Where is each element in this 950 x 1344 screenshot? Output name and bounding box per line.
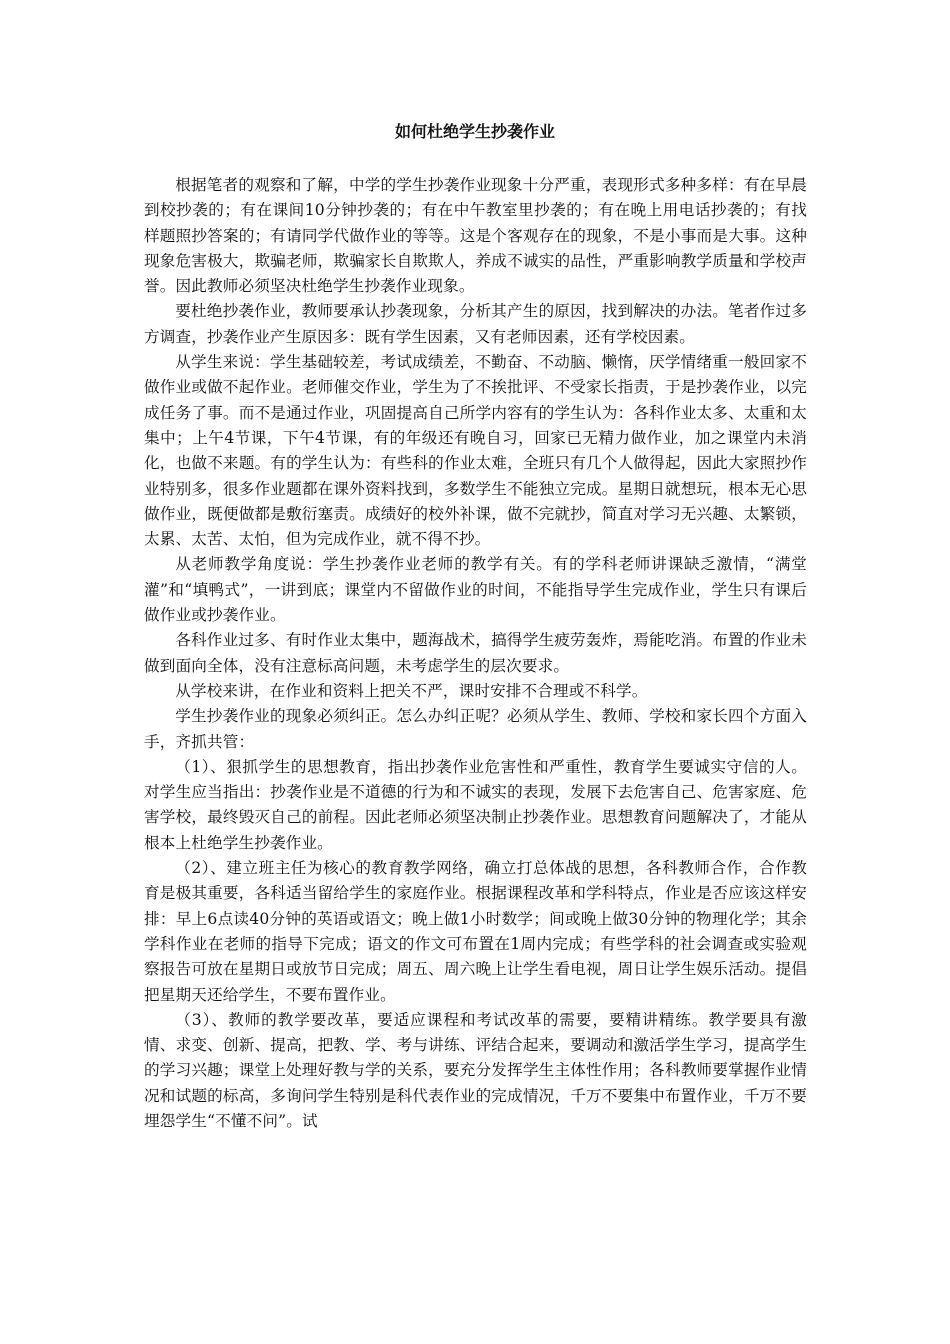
paragraph-teacher-causes: 从老师教学角度说：学生抄袭作业老师的教学有关。有的学科老师讲课缺乏激情，“满堂灌”和“填鸭式”，一讲到底；课堂内不留做作业的时间，不能指导学生完成作业，学生只有课后做作业或抄袭作业。 [144,555,807,625]
paragraph-solution-1: （1）、狠抓学生的思想教育，指出抄袭作业危害性和严重性，教育学生要诚实守信的人。对学生应当指出：抄袭作业是不道德的行为和不诚实的表现，发展下去危害自己、危害家庭、危害学校，最终毁灭自己的前程。因此老师必须坚决制止抄袭作业。思想教育问题解决了，才能从根本上杜绝学生抄袭作业。 [144,757,807,852]
document-title: 如何杜绝学生抄袭作业 [394,122,555,141]
paragraph-school-causes: 从学校来讲，在作业和资料上把关不严，课时安排不合理或不科学。 [175,681,648,700]
paragraph-intro: 根据笔者的观察和了解，中学的学生抄袭作业现象十分严重，表现形式多种多样：有在早晨到校抄袭的；有在课间10分钟抄袭的；有在中午教室里抄袭的；有在晚上用电话抄袭的；有找样题照抄答案的；有请同学代做作业的等等。这是个客观存在的现象，不是小事而是大事。这种现象危害极大，欺骗老师，欺骗家长自欺欺人，养成不诚实的品性，严重影响教学质量和学校声誉。因此教师必须坚决杜绝学生抄袭作业现象。 [144,176,807,296]
paragraph-student-causes: 从学生来说：学生基础较差，考试成绩差，不勤奋、不动脑、懒惰，厌学情绪重一般回家不做作业或做不起作业。老师催交作业，学生为了不挨批评、不受家长指责，于是抄袭作业，以完成任务了事。而不是通过作业，巩固提高自己所学内容有的学生认为：各科作业太多、太重和太集中；上午4节课，下午4节课，有的年级还有晚自习，回家已无精力做作业，加之课堂内未消化，也做不来题。有的学生认为：有些科的作业太难，全班只有几个人做得起，因此大家照抄作业特别多，很多作业题都在课外资料找到，多数学生不能独立完成。星期日就想玩，根本无心思做作业，既便做都是敷衍塞责。成绩好的校外补课，做不完就抄，简直对学习无兴趣、太繁锁，太累、太苦、太怕，但为完成作业，就不得不抄。 [144,353,807,549]
paragraph-solutions-intro: 学生抄袭作业的现象必须纠正。怎么办纠正呢？必须从学生、教师、学校和家长四个方面入手，齐抓共管： [144,707,807,751]
paragraph-solution-3: （3）、教师的教学要改革，要适应课程和考试改革的需要，要精讲精练。教学要具有激情、求变、创新、提高，把教、学、考与讲练、评结合起来，要调动和激活学生学习，提高学生的学习兴趣；课堂上处理好教与学的关系，要充分发挥学生主体性作用；各科教师要掌握作业情况和试题的标高，多询问学生特别是科代表作业的完成情况，千万不要集中布置作业，千万不要埋怨学生“不懂不问”。试 [144,1010,807,1130]
paragraph-solution-2: （2）、建立班主任为核心的教育教学网络，确立打总体战的思想，各科教师合作，合作教育是极其重要，各科适当留给学生的家庭作业。根据课程改革和学科特点，作业是否应该这样安排：早上6点读40分钟的英语或语文；晚上做1小时数学；间或晚上做30分钟的物理化学；其余学科作业在老师的指导下完成；语文的作文可布置在1周内完成；有些学科的社会调查或实验观察报告可放在星期日或放节日完成；周五、周六晚上让学生看电视，周日让学生娱乐活动。提倡把星期天还给学生，不要布置作业。 [144,859,807,1004]
document-body [144,173,807,1134]
paragraph-homework-load: 各科作业过多、有时作业太集中，题海战术，搞得学生疲劳轰炸，焉能吃消。布置的作业未做到面向全体，没有注意标高问题，未考虑学生的层次要求。 [144,631,807,675]
paragraph-causes-overview: 要杜绝抄袭作业，教师要承认抄袭现象，分析其产生的原因，找到解决的办法。笔者作过多方调查，抄袭作业产生原因多：既有学生因素，又有老师因素，还有学校因素。 [144,302,807,346]
